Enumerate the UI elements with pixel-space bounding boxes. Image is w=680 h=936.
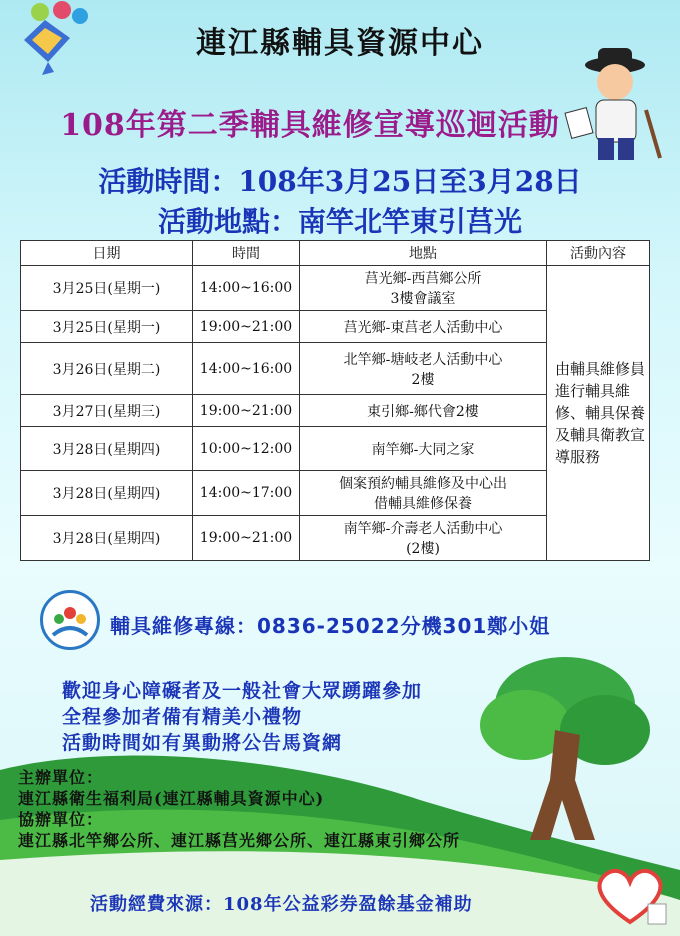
row-time: 19:00~21:00: [193, 516, 300, 561]
page-title: 連江縣輔具資源中心: [196, 26, 484, 61]
row-time: 10:00~12:00: [193, 427, 300, 471]
activity-description: 由輔具維修員進行輔具維修、輔具保養及輔具衛教宣導服務: [547, 266, 650, 561]
column-header-date: 日期: [21, 241, 193, 266]
people-icon: [43, 593, 97, 647]
event-subtitle: 108年第二季輔具維修宣導巡迴活動: [60, 108, 560, 143]
welcome-line-1: 歡迎身心障礙者及一般社會大眾踴躍參加: [62, 680, 423, 702]
co-organizers: 連江縣北竿鄉公所、連江縣莒光鄉公所、連江縣東引鄉公所: [18, 831, 461, 850]
welcome-line-3: 活動時間如有異動將公告馬資網: [62, 732, 343, 754]
row-place: 南竿鄉-介壽老人活動中心 (2樓): [300, 516, 547, 561]
row-date: 3月27日(星期三): [21, 395, 193, 427]
host-label: 主辦單位：: [18, 768, 104, 787]
row-time: 14:00~16:00: [193, 266, 300, 311]
row-time: 14:00~17:00: [193, 471, 300, 516]
welcome-line-2: 全程參加者備有精美小禮物: [62, 706, 303, 728]
row-date: 3月28日(星期四): [21, 427, 193, 471]
event-location: 活動地點：南竿北竿東引莒光: [157, 205, 522, 238]
repair-hotline: 輔具維修專線：0836-25022分機301鄭小姐: [110, 614, 551, 638]
funding-source: 活動經費來源：108年公益彩券盈餘基金補助: [90, 894, 473, 915]
row-place: 莒光鄉-東莒老人活動中心: [300, 311, 547, 343]
row-place: 北竿鄉-塘岐老人活動中心 2樓: [300, 343, 547, 395]
welfare-logo: [40, 590, 100, 650]
table-header-row: [21, 241, 650, 266]
row-time: 14:00~16:00: [193, 343, 300, 395]
row-time: 19:00~21:00: [193, 311, 300, 343]
row-place: 東引鄉-鄉代會2樓: [300, 395, 547, 427]
tree-icon: [470, 650, 660, 850]
host-organization: 連江縣衛生福利局(連江縣輔具資源中心): [18, 789, 325, 808]
row-date: 3月25日(星期一): [21, 266, 193, 311]
table-row: [21, 266, 650, 311]
row-time: 19:00~21:00: [193, 395, 300, 427]
event-time: 活動時間：108年3月25日至3月28日: [98, 165, 582, 198]
schedule-table: [20, 240, 650, 561]
row-date: 3月25日(星期一): [21, 311, 193, 343]
row-place: 南竿鄉-大同之家: [300, 427, 547, 471]
row-place: 莒光鄉-西莒鄉公所 3樓會議室: [300, 266, 547, 311]
co-organizer-label: 協辦單位：: [18, 810, 104, 829]
column-header-time: 時間: [193, 241, 300, 266]
column-header-place: 地點: [300, 241, 547, 266]
heart-logo-icon: [590, 860, 670, 930]
column-header-activity: 活動內容: [547, 241, 650, 266]
row-place: 個案預約輔具維修及中心出 借輔具維修保養: [300, 471, 547, 516]
row-date: 3月26日(星期二): [21, 343, 193, 395]
row-date: 3月28日(星期四): [21, 516, 193, 561]
row-date: 3月28日(星期四): [21, 471, 193, 516]
